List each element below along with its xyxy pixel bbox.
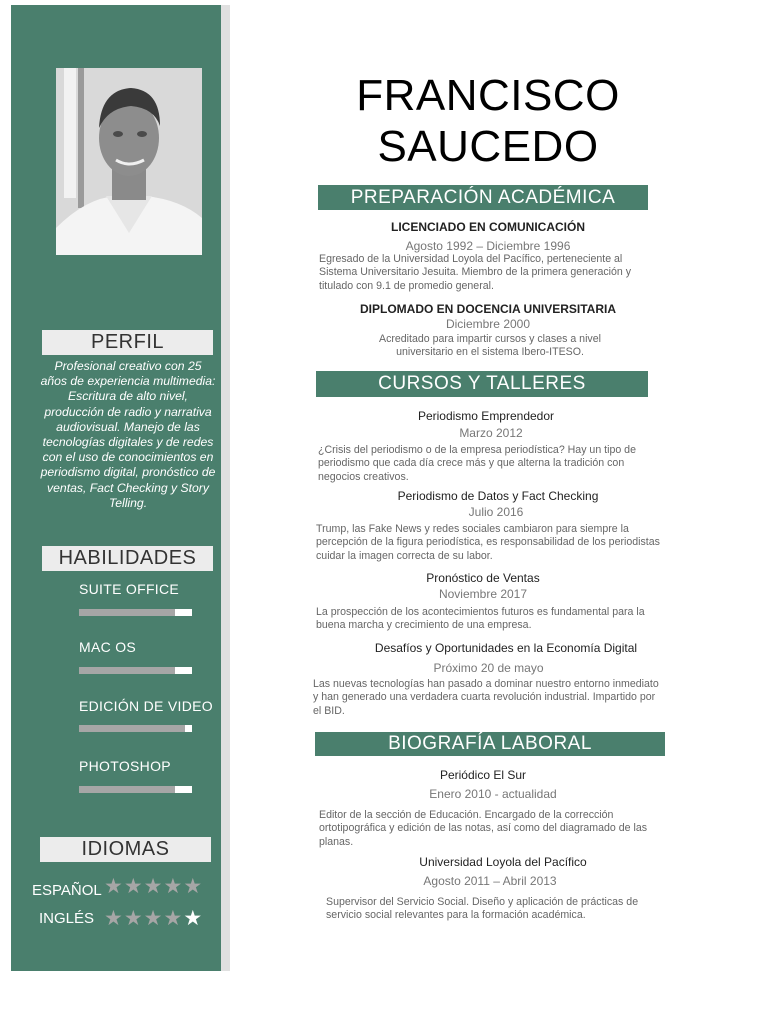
star-empty-icon: ★ xyxy=(143,875,164,898)
entry-description: La prospección de los acontecimientos futuros es fundamental para la buena marcha y crecimiento de una empresa. xyxy=(316,606,645,632)
entry-date: Agosto 1992 – Diciembre 1996 xyxy=(405,239,571,253)
language-label-espanol: ESPAÑOL xyxy=(32,882,102,899)
entry-title: LICENCIADO EN COMUNICACIÓN xyxy=(391,220,585,234)
language-rating-espanol xyxy=(104,876,203,898)
entry-description: Trump, las Fake News y redes sociales cambiaron para siempre la percepción de la figura periodística, es responsabilidad de los periodistas cuidar la imagen correcta de su labor. xyxy=(316,523,660,562)
entry-title: Periódico El Sur xyxy=(439,768,527,782)
entry-date: Próximo 20 de mayo xyxy=(433,661,544,675)
entry-description: Supervisor del Servicio Social. Diseño y aplicación de prácticas de servicio social relevantes para la formación académica. xyxy=(326,896,639,922)
skill-bar-fill xyxy=(79,786,175,793)
skill-bar-fill xyxy=(79,609,175,616)
entry-description: ¿Crisis del periodismo o de la empresa periodística? Hay un tipo de periodismo que cada día crece más y que alterna la tradición con negocios creativos. xyxy=(318,444,636,483)
skill-bar-suite-office xyxy=(79,609,192,616)
entry-description: Las nuevas tecnologías han pasado a dominar nuestro entorno inmediato y han generado una verdadera cuarta revolución industrial. Impartido por el BID. xyxy=(313,678,659,717)
section-heading-academica: PREPARACIÓN ACADÉMICA xyxy=(318,185,648,210)
entry-description: Editor de la sección de Educación. Encargado de la corrección ortotipográfica y edición de las notas, así como del diagramado de las planas. xyxy=(319,809,648,848)
star-empty-icon: ★ xyxy=(183,875,204,898)
entry-title: Desafíos y Oportunidades en la Economía Digital xyxy=(374,641,638,655)
skill-bar-fill xyxy=(79,725,185,732)
star-filled-icon: ★ xyxy=(183,907,204,930)
language-label-ingles: INGLÉS xyxy=(39,910,95,927)
skill-bar-photoshop xyxy=(79,786,192,793)
star-empty-icon: ★ xyxy=(104,875,124,898)
entry-date: Noviembre 2017 xyxy=(438,587,528,601)
language-rating-ingles xyxy=(104,908,203,930)
entry-title: Universidad Loyola del Pacífico xyxy=(419,855,587,869)
entry-date: Marzo 2012 xyxy=(459,426,523,440)
skill-bar-mac-os xyxy=(79,667,192,674)
star-empty-icon: ★ xyxy=(163,875,184,898)
section-heading-laboral: BIOGRAFÍA LABORAL xyxy=(315,732,665,756)
section-heading-cursos: CURSOS Y TALLERES xyxy=(316,371,648,397)
entry-title: Periodismo de Datos y Fact Checking xyxy=(397,489,599,503)
entry-date: Diciembre 2000 xyxy=(445,317,531,331)
star-empty-icon: ★ xyxy=(143,907,164,930)
star-empty-icon: ★ xyxy=(123,907,144,930)
skill-label-photoshop: PHOTOSHOP xyxy=(79,758,171,774)
candidate-name xyxy=(318,70,658,172)
name-line-2: SAUCEDO xyxy=(377,122,599,171)
entry-title: DIPLOMADO EN DOCENCIA UNIVERSITARIA xyxy=(359,302,616,316)
idiomas-heading: IDIOMAS xyxy=(40,837,211,862)
entry-description: Egresado de la Universidad Loyola del Pacífico, perteneciente al Sistema Universitario Jesuita. Miembro de la primera generación y titulado con 9.1 de promedio general. xyxy=(319,253,632,292)
star-empty-icon: ★ xyxy=(163,907,184,930)
entry-title: Pronóstico de Ventas xyxy=(426,571,540,585)
sidebar-shadow xyxy=(221,5,230,971)
skill-label-suite-office: SUITE OFFICE xyxy=(79,581,180,597)
entry-date: Agosto 2011 – Abril 2013 xyxy=(423,874,557,888)
perfil-text: Profesional creativo con 25 años de experiencia multimedia: Escritura de alto nivel, producción de radio y narrativa audiovisual. Manejo de las tecnologías digitales y de redes con el uso de conocimientos en periodismo digital, pronóstico de ventas, Fact Checking y Story Telling. xyxy=(40,359,216,510)
entry-title: Periodismo Emprendedor xyxy=(417,409,555,423)
entry-date: Julio 2016 xyxy=(468,505,524,519)
skill-bar-fill xyxy=(79,667,175,674)
perfil-heading: PERFIL xyxy=(42,330,213,355)
profile-photo xyxy=(56,68,202,255)
habilidades-heading: HABILIDADES xyxy=(42,546,213,571)
entry-date: Enero 2010 - actualidad xyxy=(429,787,557,801)
star-empty-icon: ★ xyxy=(104,907,124,930)
skill-label-edicion-video: EDICIÓN DE VIDEO xyxy=(79,698,213,714)
skill-bar-edicion-video xyxy=(79,725,192,732)
name-line-1: FRANCISCO xyxy=(356,71,620,120)
entry-description: Acreditado para impartir cursos y clases a nivel universitario en el sistema Ibero-ITESO. xyxy=(379,333,601,359)
star-empty-icon: ★ xyxy=(123,875,144,898)
skill-label-mac-os: MAC OS xyxy=(79,639,137,655)
